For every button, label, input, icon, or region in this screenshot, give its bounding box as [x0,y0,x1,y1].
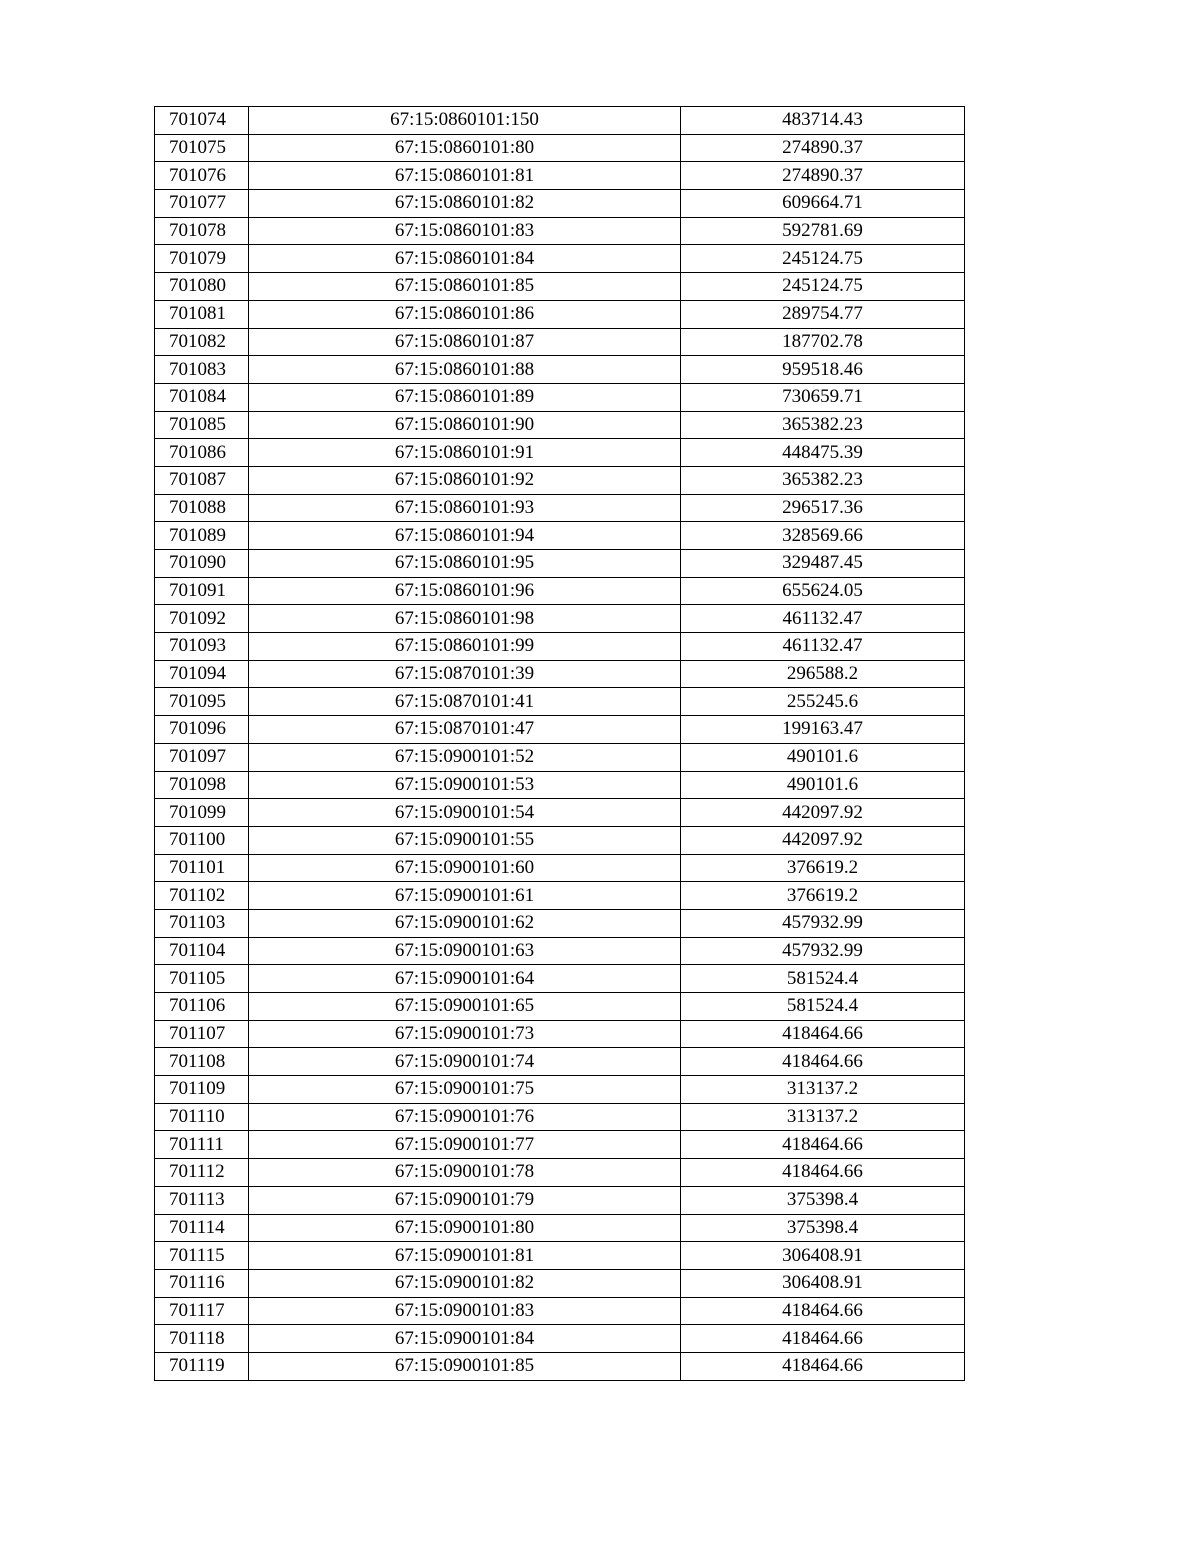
row-id-cell: 701080 [155,273,249,301]
table-row [155,1076,965,1104]
table-row [155,826,965,854]
row-id-cell: 701077 [155,190,249,218]
cadastral-number-cell: 67:15:0900101:74 [249,1048,681,1076]
row-id-cell: 701113 [155,1186,249,1214]
value-cell: 306408.91 [681,1269,965,1297]
row-id-cell: 701088 [155,494,249,522]
value-cell: 329487.45 [681,550,965,578]
value-cell: 442097.92 [681,799,965,827]
row-id-cell: 701091 [155,577,249,605]
value-cell: 581524.4 [681,993,965,1021]
table-row [155,577,965,605]
cadastral-number-cell: 67:15:0900101:82 [249,1269,681,1297]
table-row [155,993,965,1021]
value-cell: 375398.4 [681,1214,965,1242]
value-cell: 418464.66 [681,1131,965,1159]
table-row [155,494,965,522]
cadastral-number-cell: 67:15:0900101:55 [249,826,681,854]
row-id-cell: 701092 [155,605,249,633]
table-row [155,190,965,218]
cadastral-number-cell: 67:15:0900101:53 [249,771,681,799]
table-row [155,1131,965,1159]
table-row [155,411,965,439]
value-cell: 245124.75 [681,245,965,273]
cadastral-number-cell: 67:15:0900101:77 [249,1131,681,1159]
table-row [155,466,965,494]
cadastral-number-cell: 67:15:0860101:93 [249,494,681,522]
row-id-cell: 701104 [155,937,249,965]
value-cell: 418464.66 [681,1352,965,1380]
data-table [154,106,965,1381]
cadastral-number-cell: 67:15:0900101:75 [249,1076,681,1104]
table-row [155,356,965,384]
row-id-cell: 701105 [155,965,249,993]
value-cell: 461132.47 [681,633,965,661]
cadastral-number-cell: 67:15:0860101:95 [249,550,681,578]
row-id-cell: 701111 [155,1131,249,1159]
row-id-cell: 701116 [155,1269,249,1297]
value-cell: 313137.2 [681,1076,965,1104]
value-cell: 289754.77 [681,300,965,328]
value-cell: 959518.46 [681,356,965,384]
row-id-cell: 701098 [155,771,249,799]
cadastral-number-cell: 67:15:0900101:52 [249,743,681,771]
cadastral-number-cell: 67:15:0900101:84 [249,1325,681,1353]
table-row [155,217,965,245]
cadastral-number-cell: 67:15:0860101:84 [249,245,681,273]
value-cell: 483714.43 [681,107,965,135]
value-cell: 255245.6 [681,688,965,716]
row-id-cell: 701119 [155,1352,249,1380]
table-row [155,688,965,716]
table-row [155,660,965,688]
value-cell: 592781.69 [681,217,965,245]
table-row [155,107,965,135]
row-id-cell: 701097 [155,743,249,771]
cadastral-number-cell: 67:15:0860101:83 [249,217,681,245]
table-row [155,909,965,937]
table-row [155,1020,965,1048]
row-id-cell: 701096 [155,716,249,744]
value-cell: 328569.66 [681,522,965,550]
row-id-cell: 701089 [155,522,249,550]
value-cell: 376619.2 [681,882,965,910]
cadastral-number-cell: 67:15:0860101:87 [249,328,681,356]
row-id-cell: 701109 [155,1076,249,1104]
row-id-cell: 701100 [155,826,249,854]
row-id-cell: 701107 [155,1020,249,1048]
cadastral-number-cell: 67:15:0900101:80 [249,1214,681,1242]
cadastral-number-cell: 67:15:0860101:150 [249,107,681,135]
cadastral-number-cell: 67:15:0900101:54 [249,799,681,827]
row-id-cell: 701076 [155,162,249,190]
cadastral-number-cell: 67:15:0900101:64 [249,965,681,993]
row-id-cell: 701084 [155,383,249,411]
table-row [155,162,965,190]
value-cell: 490101.6 [681,743,965,771]
value-cell: 490101.6 [681,771,965,799]
value-cell: 418464.66 [681,1048,965,1076]
table-row [155,1048,965,1076]
table-row [155,1214,965,1242]
cadastral-number-cell: 67:15:0860101:81 [249,162,681,190]
cadastral-number-cell: 67:15:0900101:83 [249,1297,681,1325]
value-cell: 418464.66 [681,1020,965,1048]
value-cell: 245124.75 [681,273,965,301]
row-id-cell: 701090 [155,550,249,578]
cadastral-number-cell: 67:15:0900101:61 [249,882,681,910]
cadastral-number-cell: 67:15:0900101:76 [249,1103,681,1131]
row-id-cell: 701079 [155,245,249,273]
cadastral-number-cell: 67:15:0860101:98 [249,605,681,633]
row-id-cell: 701074 [155,107,249,135]
row-id-cell: 701112 [155,1159,249,1187]
cadastral-number-cell: 67:15:0860101:86 [249,300,681,328]
row-id-cell: 701114 [155,1214,249,1242]
cadastral-number-cell: 67:15:0860101:99 [249,633,681,661]
cadastral-number-cell: 67:15:0900101:60 [249,854,681,882]
value-cell: 655624.05 [681,577,965,605]
table-row [155,1159,965,1187]
value-cell: 187702.78 [681,328,965,356]
table-row [155,1242,965,1270]
row-id-cell: 701078 [155,217,249,245]
table-row [155,743,965,771]
row-id-cell: 701083 [155,356,249,384]
row-id-cell: 701115 [155,1242,249,1270]
row-id-cell: 701103 [155,909,249,937]
table-row [155,328,965,356]
table-row [155,1269,965,1297]
cadastral-number-cell: 67:15:0900101:79 [249,1186,681,1214]
cadastral-number-cell: 67:15:0900101:63 [249,937,681,965]
cadastral-number-cell: 67:15:0900101:62 [249,909,681,937]
row-id-cell: 701118 [155,1325,249,1353]
table-row [155,937,965,965]
value-cell: 448475.39 [681,439,965,467]
value-cell: 442097.92 [681,826,965,854]
value-cell: 375398.4 [681,1186,965,1214]
table-row [155,1352,965,1380]
cadastral-number-cell: 67:15:0900101:65 [249,993,681,1021]
table-row [155,383,965,411]
table-row [155,1297,965,1325]
row-id-cell: 701081 [155,300,249,328]
value-cell: 418464.66 [681,1297,965,1325]
value-cell: 296588.2 [681,660,965,688]
cadastral-number-cell: 67:15:0860101:85 [249,273,681,301]
value-cell: 581524.4 [681,965,965,993]
cadastral-number-cell: 67:15:0870101:47 [249,716,681,744]
row-id-cell: 701108 [155,1048,249,1076]
cadastral-number-cell: 67:15:0900101:78 [249,1159,681,1187]
table-row [155,245,965,273]
row-id-cell: 701099 [155,799,249,827]
table-row [155,439,965,467]
table-row [155,605,965,633]
table-row [155,965,965,993]
row-id-cell: 701082 [155,328,249,356]
cadastral-number-cell: 67:15:0860101:91 [249,439,681,467]
value-cell: 457932.99 [681,909,965,937]
table-row [155,799,965,827]
cadastral-number-cell: 67:15:0860101:89 [249,383,681,411]
value-cell: 609664.71 [681,190,965,218]
value-cell: 274890.37 [681,134,965,162]
cadastral-number-cell: 67:15:0860101:92 [249,466,681,494]
table-row [155,882,965,910]
row-id-cell: 701101 [155,854,249,882]
value-cell: 274890.37 [681,162,965,190]
cadastral-number-cell: 67:15:0860101:88 [249,356,681,384]
cadastral-number-cell: 67:15:0870101:39 [249,660,681,688]
table-row [155,522,965,550]
row-id-cell: 701085 [155,411,249,439]
row-id-cell: 701117 [155,1297,249,1325]
row-id-cell: 701094 [155,660,249,688]
cadastral-number-cell: 67:15:0900101:73 [249,1020,681,1048]
table-row [155,300,965,328]
table-row [155,134,965,162]
value-cell: 418464.66 [681,1159,965,1187]
row-id-cell: 701102 [155,882,249,910]
cadastral-number-cell: 67:15:0860101:82 [249,190,681,218]
row-id-cell: 701106 [155,993,249,1021]
value-cell: 730659.71 [681,383,965,411]
row-id-cell: 701086 [155,439,249,467]
cadastral-number-cell: 67:15:0860101:94 [249,522,681,550]
value-cell: 365382.23 [681,466,965,494]
value-cell: 457932.99 [681,937,965,965]
value-cell: 376619.2 [681,854,965,882]
table-row [155,273,965,301]
cadastral-number-cell: 67:15:0860101:80 [249,134,681,162]
value-cell: 461132.47 [681,605,965,633]
table-row [155,633,965,661]
row-id-cell: 701093 [155,633,249,661]
table-row [155,771,965,799]
cadastral-number-cell: 67:15:0860101:96 [249,577,681,605]
value-cell: 313137.2 [681,1103,965,1131]
cadastral-number-cell: 67:15:0870101:41 [249,688,681,716]
table-body [155,107,965,1381]
table-row [155,1325,965,1353]
row-id-cell: 701075 [155,134,249,162]
table-row [155,716,965,744]
value-cell: 296517.36 [681,494,965,522]
table-row [155,1103,965,1131]
cadastral-number-cell: 67:15:0900101:85 [249,1352,681,1380]
row-id-cell: 701087 [155,466,249,494]
value-cell: 306408.91 [681,1242,965,1270]
cadastral-number-cell: 67:15:0900101:81 [249,1242,681,1270]
table-row [155,1186,965,1214]
table-row [155,550,965,578]
value-cell: 418464.66 [681,1325,965,1353]
row-id-cell: 701110 [155,1103,249,1131]
cadastral-number-cell: 67:15:0860101:90 [249,411,681,439]
table-row [155,854,965,882]
value-cell: 365382.23 [681,411,965,439]
row-id-cell: 701095 [155,688,249,716]
value-cell: 199163.47 [681,716,965,744]
